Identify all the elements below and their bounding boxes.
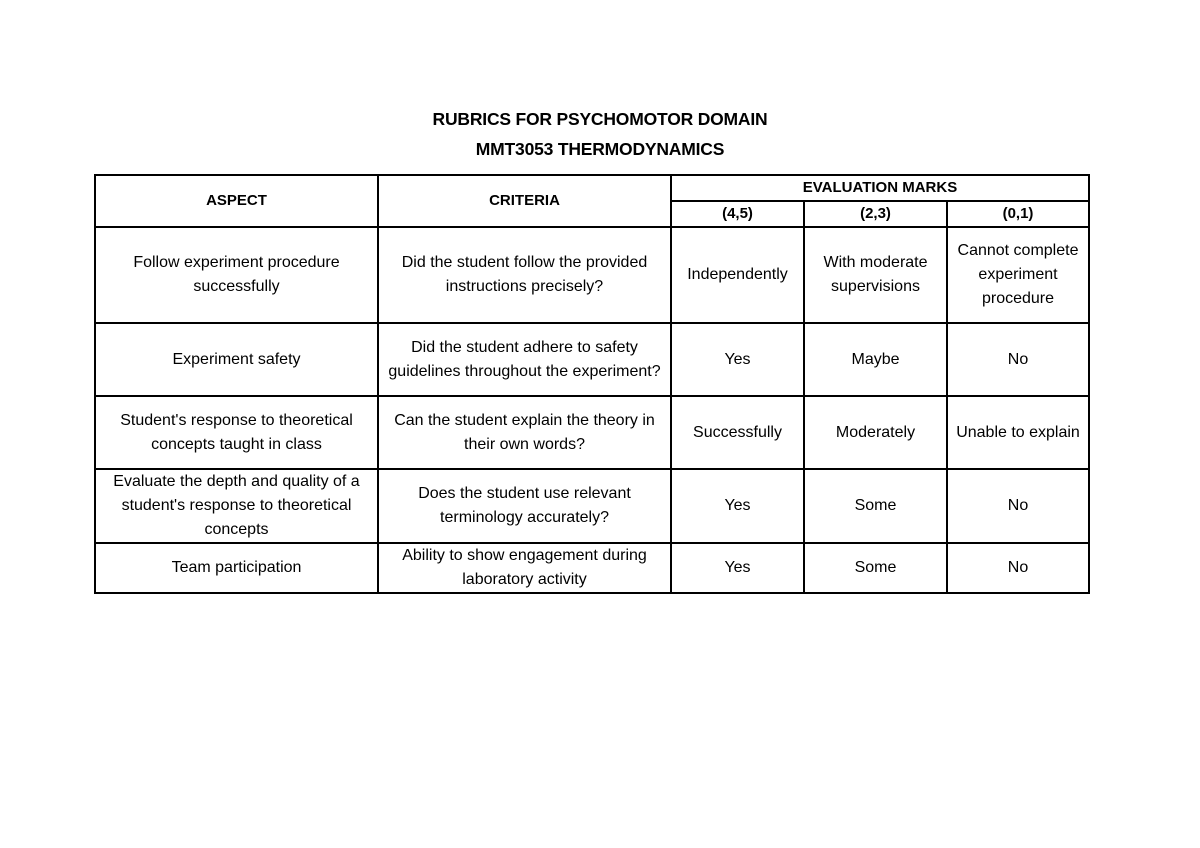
table-row <box>95 543 1089 593</box>
criteria-cell: Did the student follow the provided instructions precisely? <box>378 227 671 323</box>
header-aspect: ASPECT <box>95 175 378 227</box>
mark-high-cell: Independently <box>671 227 804 323</box>
criteria-cell: Ability to show engagement during laboratory activity <box>378 543 671 593</box>
mark-mid-cell: Some <box>804 543 947 593</box>
title-line-2: MMT3053 THERMODYNAMICS <box>475 139 725 159</box>
criteria-cell: Did the student adhere to safety guidelines throughout the experiment? <box>378 323 671 396</box>
header-row <box>95 175 1089 201</box>
header-criteria: CRITERIA <box>378 175 671 227</box>
mark-low-cell: Unable to explain <box>947 396 1089 469</box>
mark-high-cell: Yes <box>671 323 804 396</box>
aspect-cell: Evaluate the depth and quality of a student's response to theoretical concepts <box>95 469 378 543</box>
mark-low-cell: Cannot complete experiment procedure <box>947 227 1089 323</box>
rubric-table <box>94 174 1090 594</box>
mark-high-cell: Yes <box>671 543 804 593</box>
mark-low-cell: No <box>947 543 1089 593</box>
mark-high-cell: Successfully <box>671 396 804 469</box>
mark-high-cell: Yes <box>671 469 804 543</box>
mark-low-cell: No <box>947 469 1089 543</box>
criteria-cell: Does the student use relevant terminology accurately? <box>378 469 671 543</box>
table-row <box>95 469 1089 543</box>
mark-low-cell: No <box>947 323 1089 396</box>
header-evaluation-marks: EVALUATION MARKS <box>671 175 1089 201</box>
criteria-cell: Can the student explain the theory in their own words? <box>378 396 671 469</box>
header-mark-low: (0,1) <box>947 201 1089 227</box>
document-title <box>0 104 1200 164</box>
mark-mid-cell: Moderately <box>804 396 947 469</box>
mark-mid-cell: With moderate supervisions <box>804 227 947 323</box>
mark-mid-cell: Some <box>804 469 947 543</box>
aspect-cell: Follow experiment procedure successfully <box>95 227 378 323</box>
aspect-cell: Team participation <box>95 543 378 593</box>
table-row <box>95 323 1089 396</box>
aspect-cell: Experiment safety <box>95 323 378 396</box>
table-row <box>95 227 1089 323</box>
header-mark-high: (4,5) <box>671 201 804 227</box>
table-row <box>95 396 1089 469</box>
mark-mid-cell: Maybe <box>804 323 947 396</box>
header-mark-mid: (2,3) <box>804 201 947 227</box>
aspect-cell: Student's response to theoretical concepts taught in class <box>95 396 378 469</box>
title-line-1: RUBRICS FOR PSYCHOMOTOR DOMAIN <box>432 109 768 129</box>
